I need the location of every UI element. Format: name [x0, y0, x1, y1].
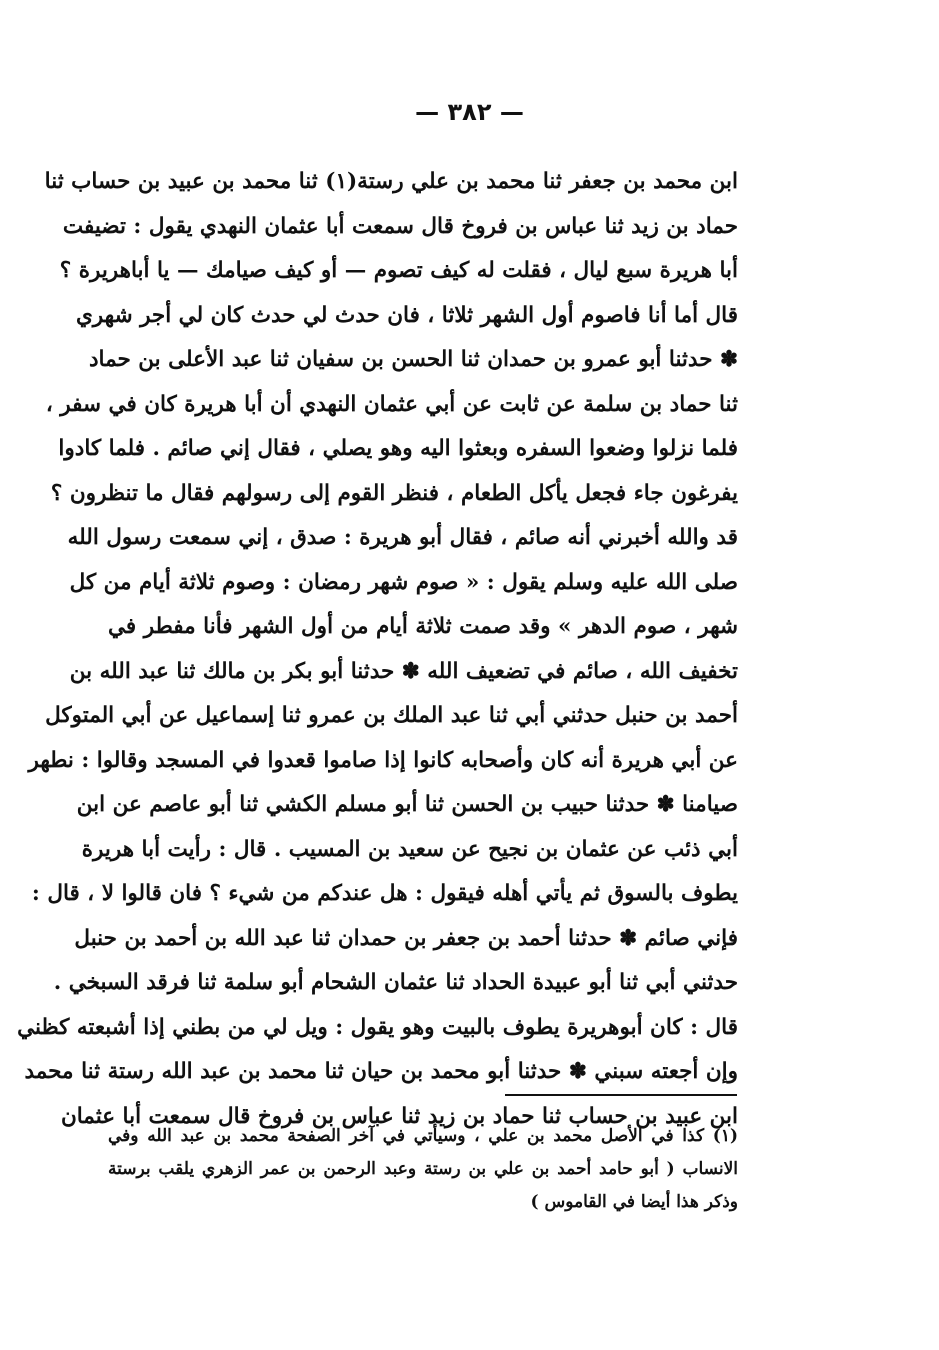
footnote-line: (١) كذا في الأصل محمد بن علي ، وسيأتي في آخر الصفحة محمد بن عبد الله وفي — [108, 1126, 738, 1146]
text-line: أبا هريرة سبع ليال ، فقلت له كيف تصوم — أو كيف صيامك — يا أباهريرة ؟ — [59, 258, 738, 283]
text-line: قال : كان أبوهريرة يطوف بالبيت وهو يقول : ويل لي من بطني إذا أشبعته كظني — [17, 1014, 738, 1040]
footnote-line: الانساب ( أبو حامد أحمد بن علي بن رستة وعبد الرحمن بن عمر الزهري يلقب برستة — [108, 1159, 738, 1179]
text-line: يفرغون جاء فجعل يأكل الطعام ، فنظر القوم إلى رسولهم فقال ما تنظرون ؟ — [50, 480, 738, 506]
text-line: صيامنا ✽ حدثنا حبيب بن الحسن ثنا أبو مسلم الكشي ثنا أبو عاصم عن ابن — [76, 792, 738, 817]
text-line: فلما نزلوا وضعوا السفره وبعثوا اليه وهو يصلي ، فقال إني صائم . فلما كادوا — [58, 436, 738, 461]
page-number: — ٣٨٢ — — [415, 98, 524, 126]
text-line: ابن محمد بن جعفر ثنا محمد بن علي رستة(١) ثنا محمد بن عبيد بن حساب ثنا — [44, 169, 738, 194]
main-text-block — [17, 160, 738, 1139]
text-line: صلى الله عليه وسلم يقول : « صوم شهر رمضان : وصوم ثلاثة أيام من كل — [69, 569, 738, 595]
text-line: أحمد بن حنبل حدثني أبي ثنا عبد الملك بن عمرو ثنا إسماعيل عن أبي المتوكل — [45, 703, 738, 728]
text-line: ثنا حماد بن سلمة عن ثابت عن أبي عثمان النهدي أن أبا هريرة كان في سفر ، — [45, 391, 738, 417]
text-line: أبي ذئب عن عثمان بن نجيح عن سعيد بن المسيب . قال : رأيت أبا هريرة — [81, 836, 738, 862]
text-line: شهر ، صوم الدهر » وقد صمت ثلاثة أيام من أول الشهر فأنا مفطر في — [108, 614, 738, 639]
text-line: تخفيف الله ، صائم في تضعيف الله ✽ حدثنا أبو بكر بن مالك ثنا عبد الله بن — [69, 658, 738, 684]
text-line: عن أبي هريرة أنه كان وأصحابه كانوا إذا صاموا قعدوا في المسجد وقالوا : نطهر — [28, 747, 738, 773]
text-line: قد والله أخبرني أنه صائم ، فقال أبو هريرة : صدق ، إني سمعت رسول الله — [67, 525, 738, 550]
text-line: ✽ حدثنا أبو عمرو بن حمدان ثنا الحسن بن سفيان ثنا عبد الأعلى بن حماد — [88, 347, 738, 372]
text-line: حدثني أبي ثنا أبو عبيدة الحداد ثنا عثمان الشحام أبو سلمة ثنا فرقد السبخي . — [53, 970, 738, 995]
text-line: حماد بن زيد ثنا عباس بن فروخ قال سمعت أبا عثمان النهدي يقول : تضيفت — [62, 213, 738, 239]
text-line: ابن عبيد بن حساب ثنا حماد بن زيد ثنا عباس بن فروخ قال سمعت أبا عثمان — [60, 1103, 738, 1129]
footnote-block — [108, 1120, 738, 1219]
text-line: فإني صائم ✽ حدثنا أحمد بن جعفر بن حمدان ثنا عبد الله بن أحمد بن حنبل — [74, 925, 738, 951]
footnote-line: وذكر هذا أيضا في القاموس ) — [530, 1192, 738, 1212]
text-line: قال أما أنا فاصوم أول الشهر ثلاثا ، فان حدث لي حدث كان لي أجر شهري — [75, 302, 738, 328]
footnote-separator — [505, 1094, 737, 1096]
text-line: يطوف بالسوق ثم يأتي أهله فيقول : هل عندكم من شيء ؟ فان قالوا لا ، قال : — [31, 881, 738, 906]
text-line: وإن أجعته سبني ✽ حدثنا أبو محمد بن حيان ثنا محمد بن عبد الله رستة ثنا محمد — [24, 1059, 738, 1084]
